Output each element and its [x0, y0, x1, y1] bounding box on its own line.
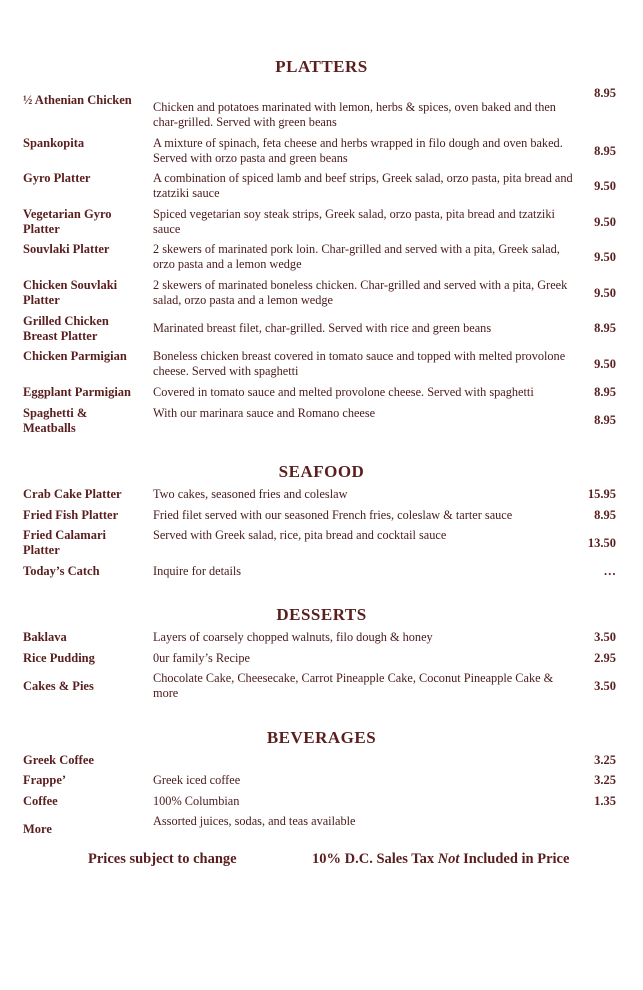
item-price: 13.50 — [587, 536, 616, 550]
item-description: 2 skewers of marinated boneless chicken. Char-grilled and served with a pita, Greek salad, orzo pasta and a lemon wedge — [153, 278, 568, 307]
item-price: 9.50 — [594, 215, 616, 229]
item-name: Rice Pudding — [23, 651, 95, 665]
item-name: ½ Athenian Chicken — [23, 93, 132, 107]
item-price: 8.95 — [594, 86, 616, 100]
item-price: 3.50 — [594, 679, 616, 693]
item-price: 2.95 — [594, 651, 616, 665]
item-description: Two cakes, seasoned fries and coleslaw — [153, 487, 348, 501]
item-description: Covered in tomato sauce and melted provolone cheese. Served with spaghetti — [153, 385, 534, 399]
item-price: 8.95 — [594, 508, 616, 522]
tax-note-emphasis: Not — [437, 851, 460, 867]
item-price: 9.50 — [594, 250, 616, 264]
item-name: Eggplant Parmigian — [23, 385, 131, 399]
item-price: 9.50 — [594, 179, 616, 193]
item-name: Frappe’ — [23, 773, 67, 787]
item-description: Assorted juices, sodas, and teas available — [153, 814, 356, 828]
item-description: Spiced vegetarian soy steak strips, Greek salad, orzo pasta, pita bread and tzatziki sauce — [153, 207, 555, 236]
item-name: Greek Coffee — [23, 753, 94, 767]
item-description: Greek iced coffee — [153, 773, 241, 787]
item-description: Inquire for details — [153, 564, 242, 578]
item-name: Spaghetti & Meatballs — [23, 406, 88, 435]
item-name: Grilled Chicken Breast Platter — [23, 314, 109, 343]
item-name: More — [23, 822, 52, 836]
section-title-beverages: BEVERAGES — [266, 728, 377, 747]
item-description: Layers of coarsely chopped walnuts, filo dough & honey — [153, 630, 433, 644]
item-name: Fried Fish Platter — [23, 508, 119, 522]
item-description: 0ur family’s Recipe — [153, 651, 250, 665]
item-name: Coffee — [23, 794, 58, 808]
section-title-platters: PLATTERS — [275, 57, 368, 76]
item-name: Crab Cake Platter — [23, 487, 122, 501]
item-price: 8.95 — [594, 144, 616, 158]
item-price: 8.95 — [594, 413, 616, 427]
item-description: Chicken and potatoes marinated with lemon, herbs & spices, oven baked and then char-grilled. Served with green beans — [153, 100, 556, 129]
item-description: Fried filet served with our seasoned French fries, coleslaw & tarter sauce — [153, 508, 513, 522]
item-name: Cakes & Pies — [23, 679, 94, 693]
item-price: … — [603, 564, 616, 578]
section-title-desserts: DESSERTS — [276, 605, 367, 624]
item-description: A mixture of spinach, feta cheese and herbs wrapped in filo dough and oven baked. Served with orzo pasta and green beans — [153, 136, 563, 165]
item-name: Today’s Catch — [23, 564, 100, 578]
tax-note-suffix: Included in Price — [459, 851, 570, 867]
item-description: Chocolate Cake, Cheesecake, Carrot Pineapple Cake, Coconut Pineapple Cake & more — [153, 671, 554, 700]
tax-note-prefix: 10% D.C. Sales Tax — [312, 851, 438, 867]
item-description: Boneless chicken breast covered in tomato sauce and topped with melted provolone cheese. Served with spaghetti — [153, 349, 566, 378]
item-name: Chicken Parmigian — [23, 349, 127, 363]
tax-note — [312, 851, 569, 868]
item-price: 3.25 — [594, 753, 616, 767]
item-price: 8.95 — [594, 385, 616, 399]
item-name: Chicken Souvlaki Platter — [23, 278, 118, 307]
item-name: Souvlaki Platter — [23, 242, 110, 256]
item-name: Fried Calamari Platter — [23, 528, 106, 557]
item-price: 15.95 — [587, 487, 616, 501]
item-description: 100% Columbian — [153, 794, 240, 808]
item-name: Vegetarian Gyro Platter — [23, 207, 112, 236]
item-description: Served with Greek salad, rice, pita bread and cocktail sauce — [153, 528, 447, 542]
item-price: 3.25 — [594, 773, 616, 787]
prices-note: Prices subject to change — [88, 851, 237, 867]
section-title-seafood: SEAFOOD — [278, 462, 365, 481]
item-name: Spankopita — [23, 136, 85, 150]
item-name: Gyro Platter — [23, 171, 91, 185]
item-description: 2 skewers of marinated pork loin. Char-grilled and served with a pita, Greek salad, orzo pasta and a lemon wedge — [153, 242, 560, 271]
item-price: 3.50 — [594, 630, 616, 644]
item-price: 1.35 — [594, 794, 616, 808]
item-description: A combination of spiced lamb and beef strips, Greek salad, orzo pasta, pita bread and tzatziki sauce — [153, 171, 573, 200]
item-price: 9.50 — [594, 357, 616, 371]
item-name: Baklava — [23, 630, 67, 644]
item-price: 9.50 — [594, 286, 616, 300]
item-description: Marinated breast filet, char-grilled. Served with rice and green beans — [153, 321, 492, 335]
item-description: With our marinara sauce and Romano cheese — [153, 406, 376, 420]
item-price: 8.95 — [594, 321, 616, 335]
